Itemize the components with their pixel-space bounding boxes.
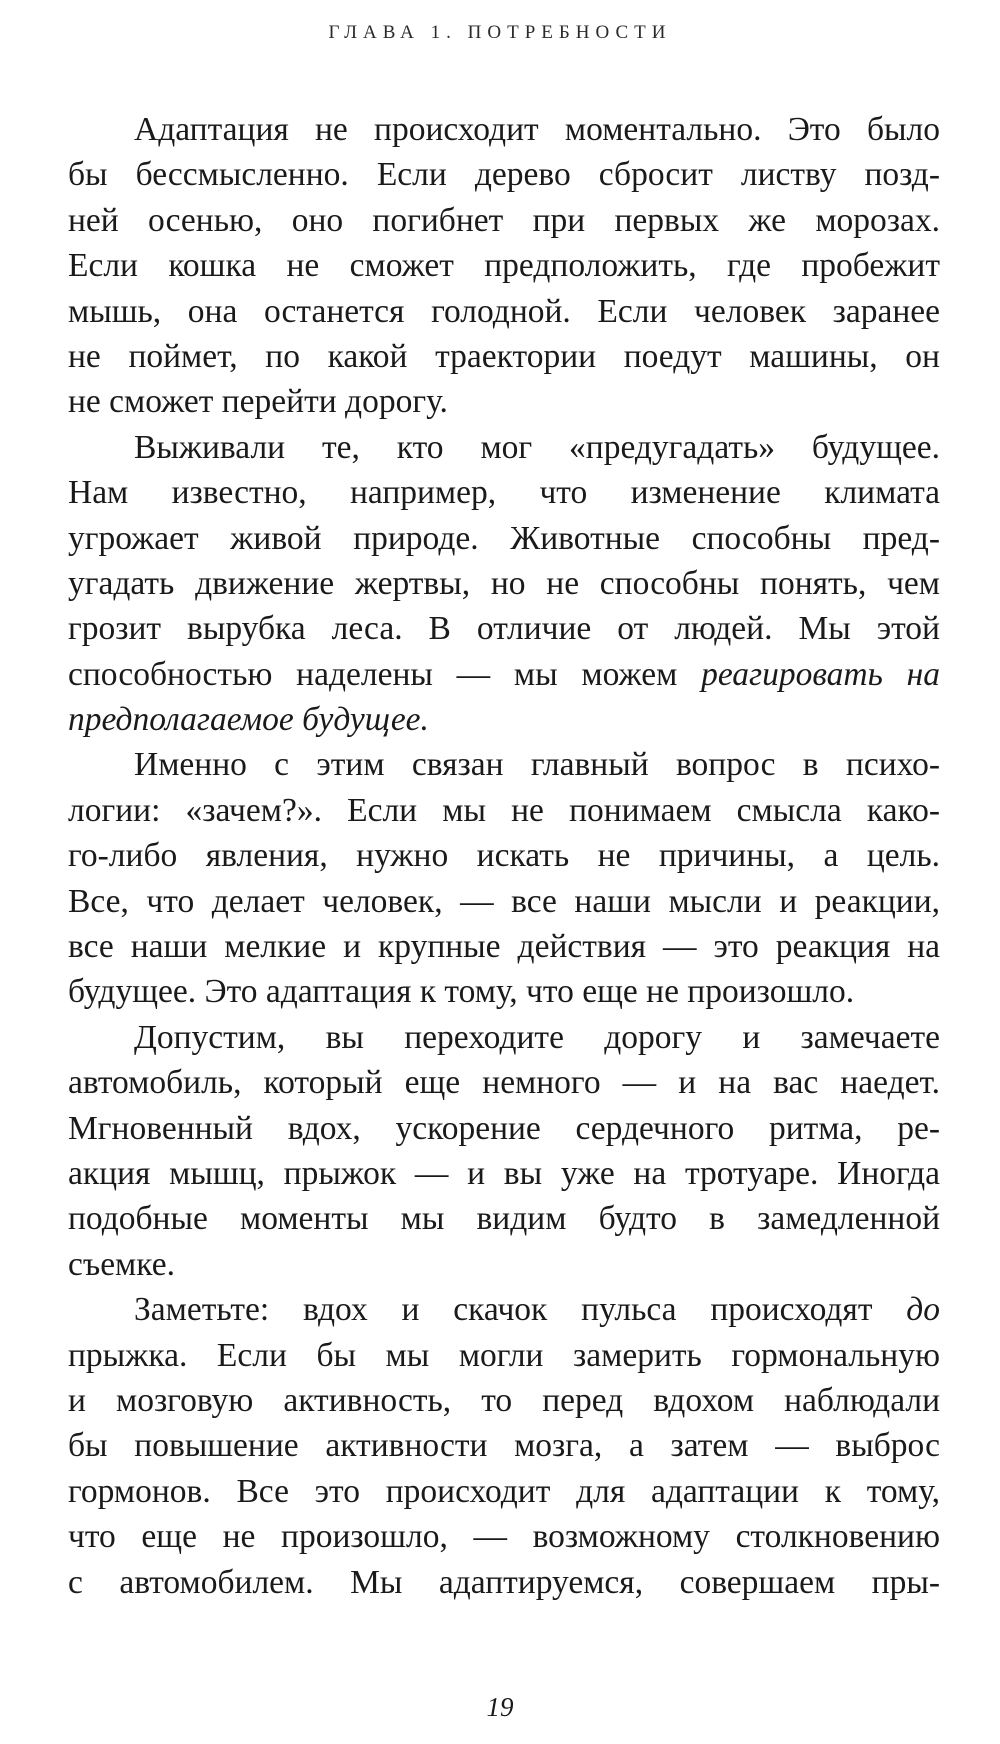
text-line: что еще не произошло, — возможному столкновению xyxy=(68,1518,940,1556)
paragraph xyxy=(68,425,940,743)
text-line: прыжка. Если бы мы могли замерить гормональную xyxy=(68,1336,940,1374)
italic-text: предполагаемое будущее. xyxy=(68,701,429,739)
text-line: все наши мелкие и крупные действия — это реакция на xyxy=(68,928,940,966)
text-line: автомобиль, который еще немного — и на вас наедет. xyxy=(68,1064,940,1102)
text-line: Нам известно, например, что изменение климата xyxy=(68,474,940,512)
text-line: бы бессмысленно. Если дерево сбросит листву позд- xyxy=(68,156,940,194)
text-run: способностью наделены — мы можем xyxy=(68,655,702,693)
text-line-mixed xyxy=(68,652,940,697)
text-line: и мозговую активность, то перед вдохом наблюдали xyxy=(68,1381,940,1419)
text-line: го-либо явления, нужно искать не причины, а цель. xyxy=(68,837,940,875)
text-line: акция мышц, прыжок — и вы уже на тротуаре. Иногда xyxy=(68,1154,940,1192)
text-line: Допустим, вы переходите дорогу и замечаете xyxy=(134,1018,940,1056)
text-line: ней осенью, оно погибнет при первых же морозах. xyxy=(68,201,940,239)
italic-text: до xyxy=(906,1291,940,1329)
text-line: грозит вырубка леса. В отличие от людей. Мы этой xyxy=(68,610,940,648)
text-line: логии: «зачем?». Если мы не понимаем смысла како- xyxy=(68,791,940,829)
paragraph xyxy=(68,1287,940,1605)
running-head: ГЛАВА 1. ПОТРЕБНОСТИ xyxy=(328,22,672,43)
text-line-mixed xyxy=(68,1287,940,1332)
text-line: Если кошка не сможет предположить, где пробежит xyxy=(68,247,940,285)
text-line: мышь, она останется голодной. Если человек заранее xyxy=(68,292,940,330)
text-line: подобные моменты мы видим будто в замедленной xyxy=(68,1200,940,1238)
text-line: угадать движение жертвы, но не способны понять, чем xyxy=(68,564,940,602)
text-line: Мгновенный вдох, ускорение сердечного ритма, ре- xyxy=(68,1109,940,1147)
text-line: с автомобилем. Мы адаптируемся, совершаем пры- xyxy=(68,1563,940,1601)
text-run: Заметьте: вдох и скачок пульса происходят xyxy=(134,1291,907,1329)
page-number: 19 xyxy=(486,1692,514,1722)
text-line: Адаптация не происходит моментально. Это было xyxy=(134,111,940,148)
body-text xyxy=(68,107,940,1605)
text-line: Выживали те, кто мог «предугадать» будущее. xyxy=(134,428,940,466)
text-line: угрожает живой природе. Животные способны пред- xyxy=(68,519,940,557)
paragraph xyxy=(68,107,940,425)
text-line: будущее. Это адаптация к тому, что еще не произошло. xyxy=(68,973,855,1011)
text-line: не сможет перейти дорогу. xyxy=(68,383,448,421)
paragraph xyxy=(68,1015,940,1287)
text-line: не поймет, по какой траектории поедут машины, он xyxy=(68,337,940,375)
text-line: съемке. xyxy=(68,1245,175,1283)
text-line: гормонов. Все это происходит для адаптации к тому, xyxy=(68,1472,940,1510)
italic-text: реагировать на xyxy=(701,655,940,693)
text-line: Именно с этим связан главный вопрос в психо- xyxy=(134,746,940,784)
paragraph xyxy=(68,742,940,1014)
text-line: Все, что делает человек, — все наши мысли и реакции, xyxy=(68,882,940,920)
text-line: бы повышение активности мозга, а затем — выброс xyxy=(68,1427,940,1465)
